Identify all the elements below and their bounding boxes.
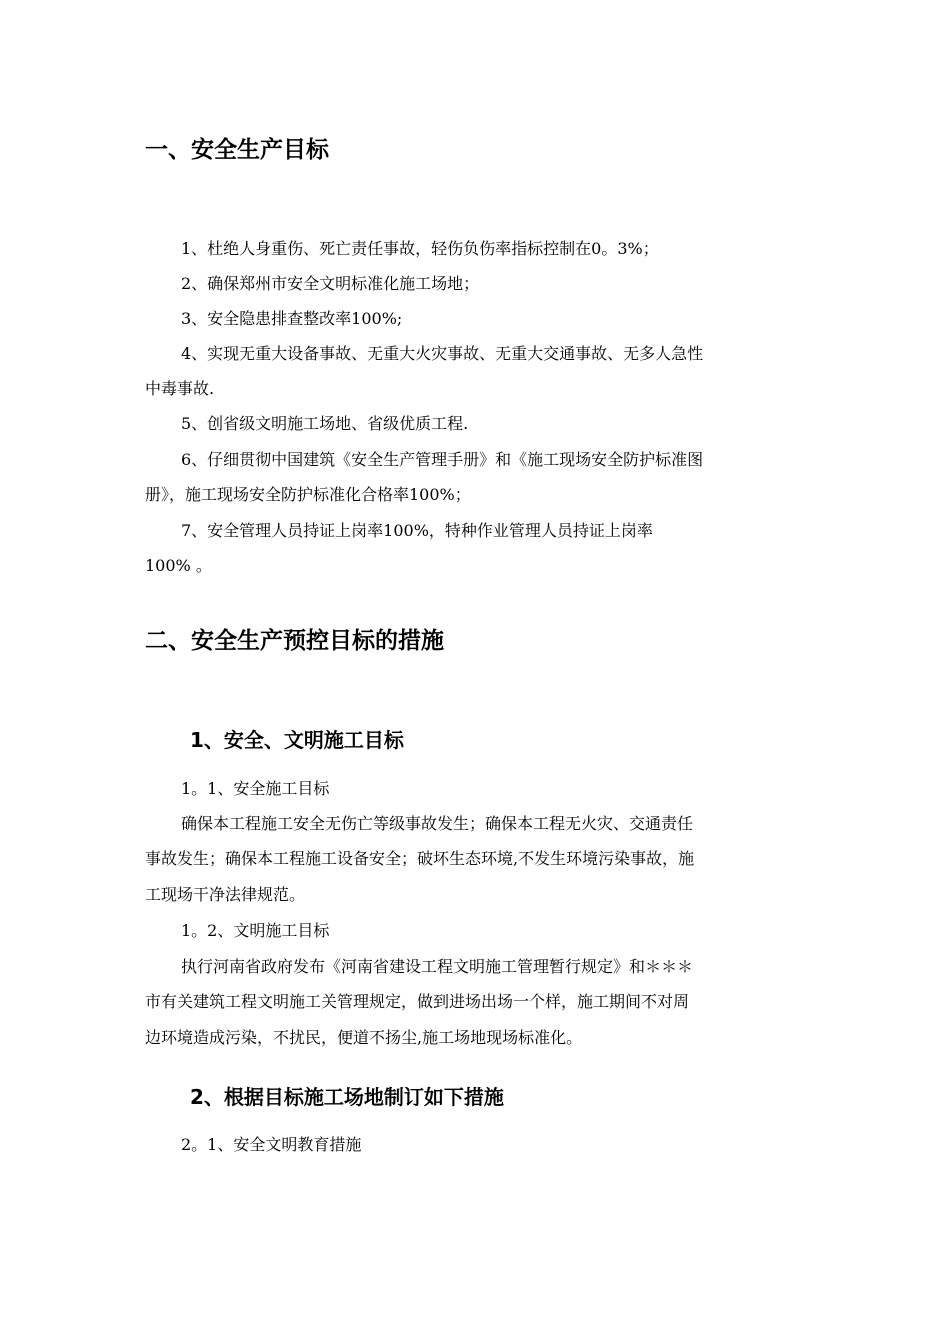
goal-item-6: 6、仔细贯彻中国建筑《安全生产管理手册》和《施工现场安全防护标准图 — [181, 450, 704, 469]
goal-item-4: 4、实现无重大设备事故、无重大火灾事故、无重大交通事故、无多人急性 — [181, 344, 704, 363]
goal-item-6-cont: 册》，施工现场安全防护标准化合格率100%； — [145, 485, 471, 504]
subsection1-2-title: 1。2、文明施工目标 — [181, 921, 330, 940]
goal-item-1: 1、杜绝人身重伤、死亡责任事故，轻伤负伤率指标控制在0。3%； — [181, 239, 659, 258]
section1-heading: 一、安全生产目标 — [145, 137, 329, 163]
subsection2-1-title: 2。1、安全文明教育措施 — [181, 1135, 362, 1154]
section2-heading: 二、安全生产预控目标的措施 — [145, 628, 444, 654]
goal-item-5: 5、创省级文明施工场地、省级优质工程. — [181, 414, 469, 433]
safety-target-paragraph-cont-1: 事故发生；确保本工程施工设备安全；破坏生态环境,不发生环境污染事故，施 — [145, 849, 695, 868]
subsection1-heading: 1、安全、文明施工目标 — [190, 728, 404, 752]
goal-item-2: 2、确保郑州市安全文明标准化施工场地； — [181, 274, 480, 293]
goal-item-7-cont: 100% 。 — [145, 556, 212, 575]
civilized-target-paragraph-cont-2: 边环境造成污染，不扰民，便道不扬尘,施工场地现场标准化。 — [145, 1028, 583, 1047]
goal-item-7: 7、安全管理人员持证上岗率100%，特种作业管理人员持证上岗率 — [181, 521, 653, 540]
civilized-target-paragraph-cont-1: 市有关建筑工程文明施工关管理规定，做到进场出场一个样，施工期间不对周 — [145, 992, 690, 1011]
safety-target-paragraph: 确保本工程施工安全无伤亡等级事故发生；确保本工程无火灾、交通责任 — [181, 814, 694, 833]
subsection1-1-title: 1。1、安全施工目标 — [181, 779, 330, 798]
civilized-target-paragraph: 执行河南省政府发布《河南省建设工程文明施工管理暂行规定》和＊＊＊ — [181, 957, 694, 976]
goal-item-3: 3、安全隐患排查整改率100%; — [181, 309, 403, 328]
goal-item-4-cont: 中毒事故. — [145, 379, 215, 398]
safety-target-paragraph-cont-2: 工现场干净法律规范。 — [145, 885, 306, 904]
subsection2-heading: 2、根据目标施工场地制订如下措施 — [190, 1085, 504, 1109]
